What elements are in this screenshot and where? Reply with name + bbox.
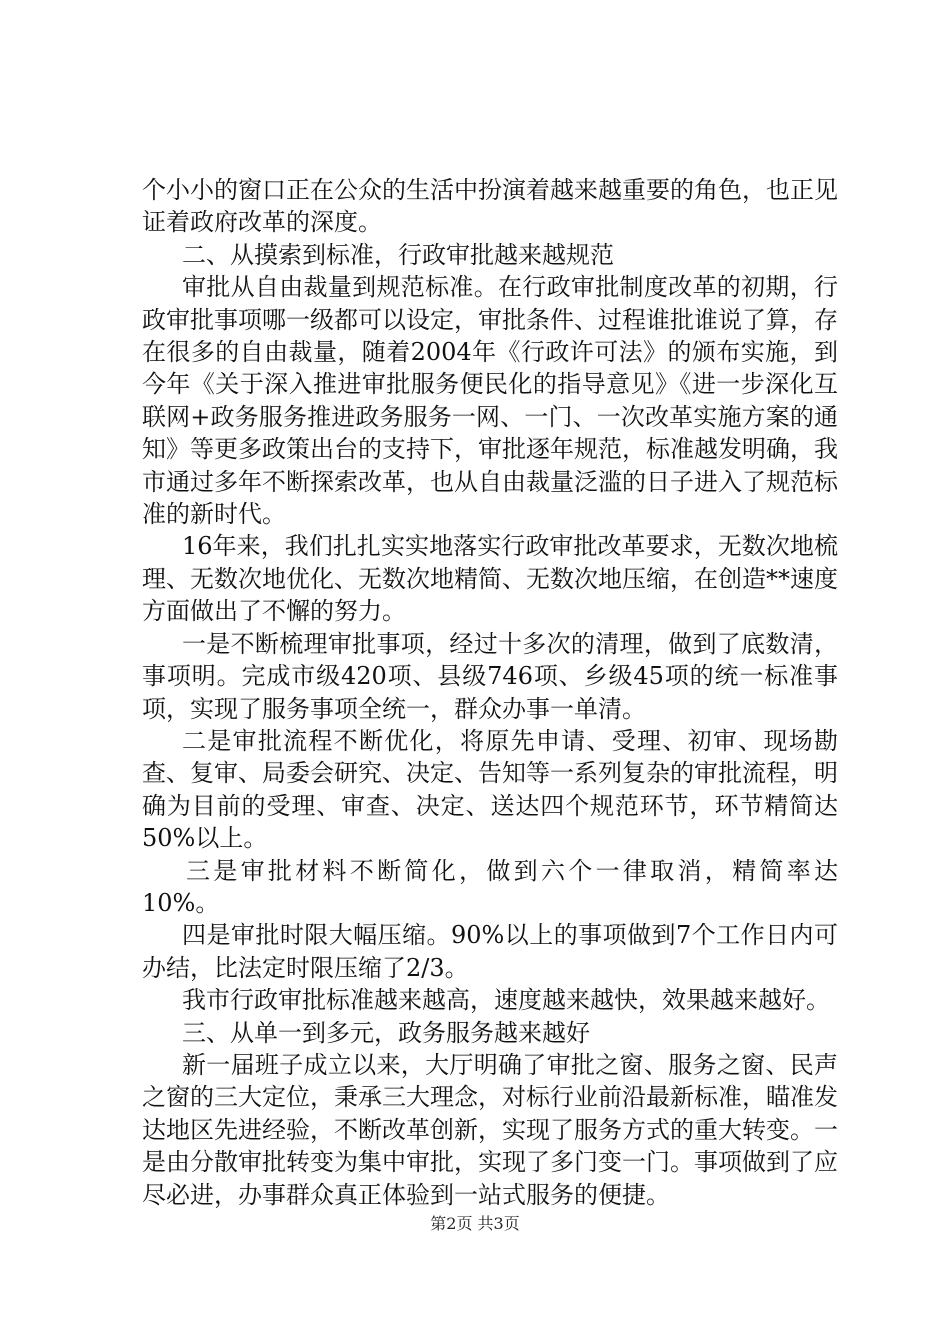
- paragraph-3: 审批从自由裁量到规范标准。在行政审批制度改革的初期，行政审批事项哪一级都可以设定，审批条件、过程谁批谁说了算，存在很多的自由裁量，随着2004年《行政许可法》的颁布实施，到今年《关于深入推进审批服务便民化的指导意见》《进一步深化互联网+政务服务推进政务服务一网、一门、一次改革实施方案的通知》等更多政策出台的支持下，审批逐年规范，标准越发明确，我市通过多年不断探索改革，也从自由裁量泛滥的日子进入了规范标准的新时代。: [142, 273, 838, 529]
- paragraph-11: 新一届班子成立以来，大厅明确了审批之窗、服务之窗、民声之窗的三大定位，秉承三大理念，对标行业前沿最新标准，瞄准发达地区先进经验，不断改革创新，实现了服务方式的重大转变。一是由分散审批转变为集中审批，实现了多门变一门。事项做到了应尽必进，办事群众真正体验到一站式服务的便捷。: [142, 1050, 838, 1209]
- document-body: [142, 174, 838, 1211]
- paragraph-1: 个小小的窗口正在公众的生活中扮演着越来越重要的角色，也正见证着政府改革的深度。: [142, 176, 838, 237]
- section-heading-3: 三、从单一到多元，政务服务越来越好: [182, 1018, 590, 1047]
- section-heading-2: 二、从摸索到标准，行政审批越来越规范: [182, 240, 614, 269]
- paragraph-7: 三是审批材料不断简化，做到六个一律取消，精简率达10%。: [142, 856, 838, 917]
- paragraph-8: 四是审批时限大幅压缩。90%以上的事项做到7个工作日内可办结，比法定时限压缩了2/3。: [142, 921, 838, 982]
- paragraph-6: 二是审批流程不断优化，将原先申请、受理、初审、现场勘查、复审、局委会研究、决定、告知等一系列复杂的审批流程，明确为目前的受理、审查、决定、送达四个规范环节，环节精简达50%以上。: [142, 726, 838, 853]
- paragraph-9: 我市行政审批标准越来越高，速度越来越快，效果越来越好。: [182, 986, 830, 1015]
- page-number-footer: 第2页 共3页: [430, 1214, 520, 1233]
- paragraph-5: 一是不断梳理审批事项，经过十多次的清理，做到了底数清，事项明。完成市级420项、县级746项、乡级45项的统一标准事项，实现了服务事项全统一，群众办事一单清。: [142, 629, 838, 723]
- paragraph-4: 16年来，我们扎扎实实地落实行政审批改革要求，无数次地梳理、无数次地优化、无数次地精简、无数次地压缩，在创造**速度方面做出了不懈的努力。: [142, 532, 838, 626]
